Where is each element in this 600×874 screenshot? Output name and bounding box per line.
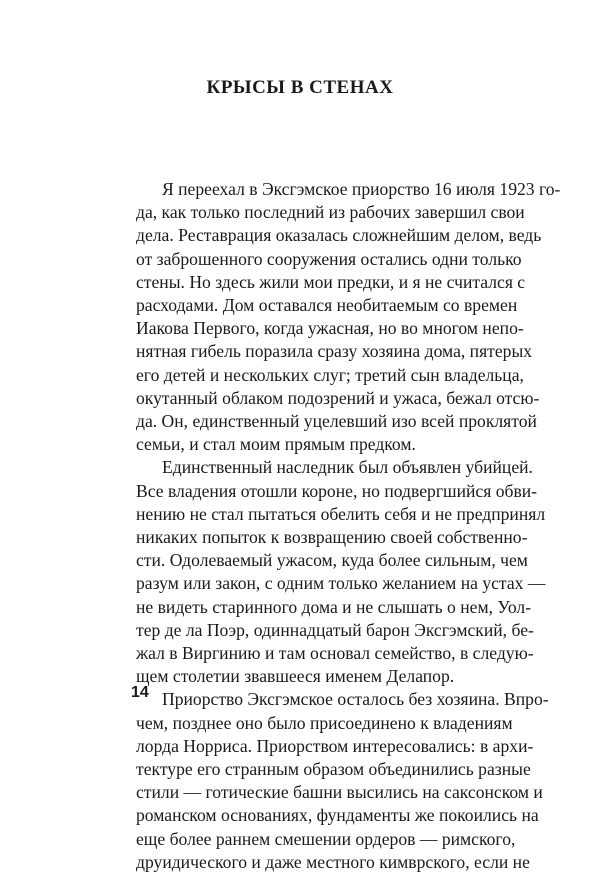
text-line: его детей и нескольких слуг; третий сын владельца, [136,364,524,385]
chapter-title: КРЫСЫ В СТЕНАХ [206,77,394,98]
text-line: Я переехал в Эксгэмское приорство 16 июля 1923 го- [162,179,561,199]
text-line: тектуре его странным образом объединились разные [136,759,531,780]
text-line: романском основаниях, фундаменты же покоились на [136,805,539,826]
text-line: друидического и даже местного кимврского, если не [136,851,530,872]
text-line: тер де ла Поэр, одиннадцатый барон Эксгэмский, бе- [136,619,534,640]
text-line: семьи, и стал моим прямым предком. [136,434,416,455]
text-line: лорда Норриса. Приорством интересовались: в архи- [136,735,534,756]
body-text [136,178,561,874]
text-line: стены. Но здесь жили мои предки, и я не считался с [136,271,526,292]
text-line: сти. Одолеваемый ужасом, куда более сильным, чем [136,550,528,571]
text-line: расходами. Дом оставался необитаемым со времен [136,295,518,316]
text-line: никаких попыток к возвращению своей собственно- [136,527,528,548]
text-line: да, как только последний из рабочих завершил свои [136,202,525,223]
text-line: нению не стал пытаться обелить себя и не предпринял [136,503,546,524]
text-line: не видеть старинного дома и не слышать о нем, Уол- [136,596,532,617]
text-line: окутанный облаком подозрений и ужаса, бежал отсю- [136,387,540,408]
text-line: да. Он, единственный уцелевший изо всей проклятой [136,411,537,432]
text-line: стили — готические башни высились на саксонском и [136,782,543,803]
text-line: щем столетии звавшееся именем Делапор. [136,666,455,687]
text-line: жал в Виргинию и там основал семейство, в следую- [136,643,534,664]
text-line: чем, позднее оно было присоединено к владениям [136,712,513,733]
text-line: Иакова Первого, когда ужасная, но во многом непо- [136,318,524,339]
page-number: 14 [131,684,149,701]
text-line: Все владения отошли короне, но подвергшийся обви- [136,480,538,501]
text-line: еще более раннем смешении ордеров — римского, [136,828,516,849]
text-line: от заброшенного сооружения остались одни только [136,248,522,269]
text-line: дела. Реставрация оказалась сложнейшим делом, ведь [136,225,542,246]
text-line: разум или закон, с одним только желанием на устах — [136,573,546,594]
text-line: Приорство Эксгэмское осталось без хозяина. Впро- [162,689,549,710]
text-line: нятная гибель поразила сразу хозяина дома, пятерых [136,341,533,362]
text-line: Единственный наследник был объявлен убийцей. [162,457,533,478]
